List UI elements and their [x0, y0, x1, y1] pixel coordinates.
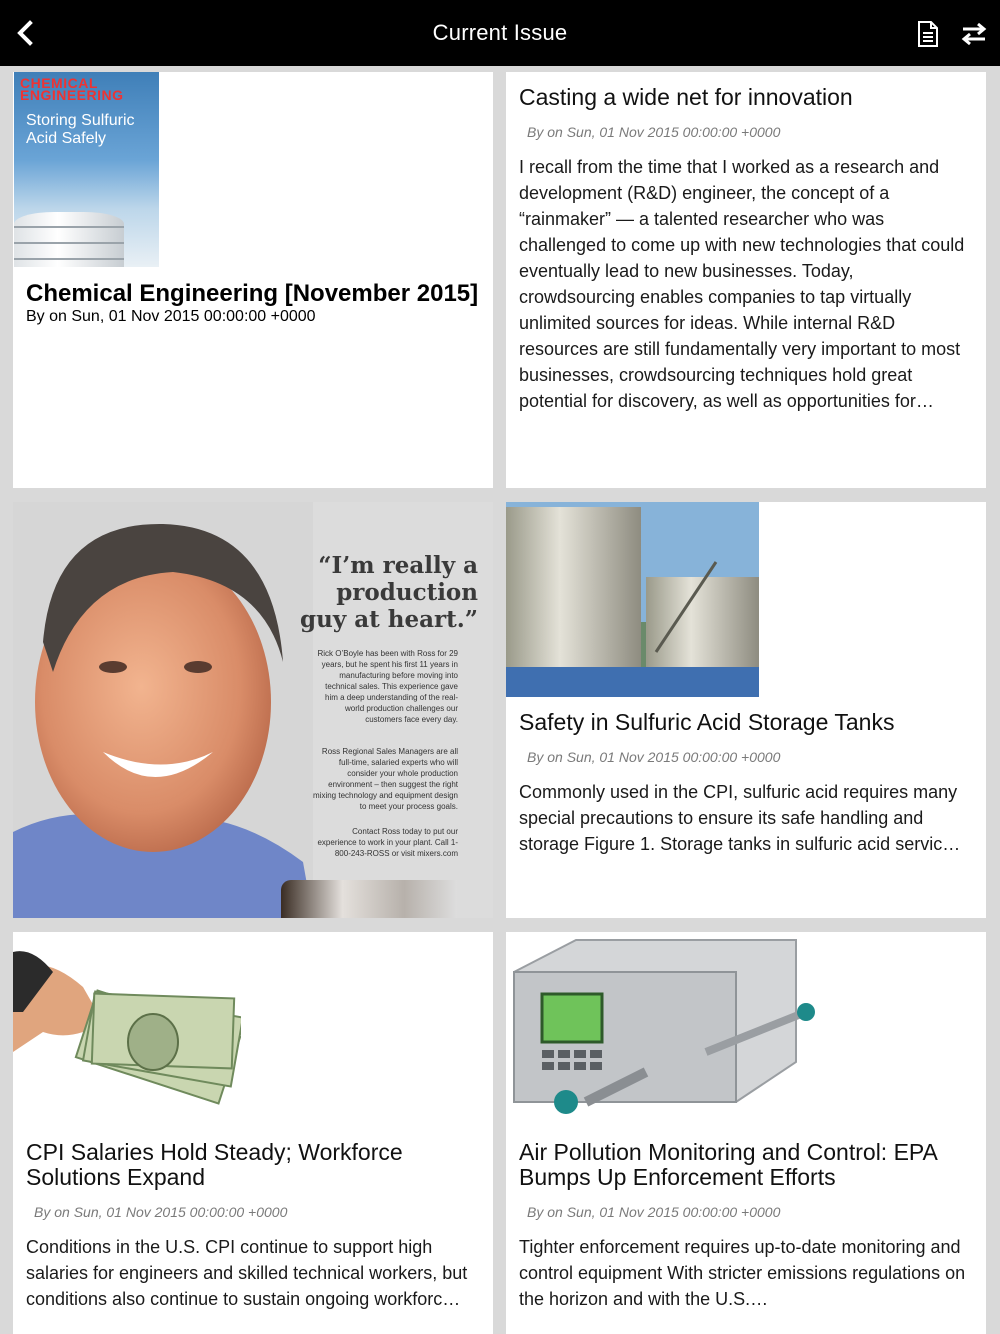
article-excerpt: Conditions in the U.S. CPI continue to support high salaries for engineers and skilled technical workers, but conditions also continue to sustain ongoing workforc… [26, 1237, 468, 1309]
ad-contact: Contact Ross today to put our experience to work in your plant. Call 1-800-243-ROSS or visit mixers.com [317, 827, 458, 858]
article-excerpt: Commonly used in the CPI, sulfuric acid requires many special precautions to ensure its safe handling and storage Figure 1. Storage tanks in sulfuric acid servic… [519, 782, 961, 854]
analyzer-equipment-photo [506, 932, 826, 1128]
ad-body-secondary: Ross Regional Sales Managers are all full-time, salaried experts who will consider your whole production environment – then suggest the right mixing technology and equipment design to meet your process goals. [313, 747, 458, 811]
advertisement-card[interactable] [13, 502, 493, 918]
article-title[interactable]: Casting a wide net for innovation [519, 84, 853, 110]
article-card[interactable] [506, 502, 986, 918]
article-byline: By on Sun, 01 Nov 2015 00:00:00 +0000 [527, 749, 781, 765]
cover-headline: Storing Sulfuric Acid Safely [26, 112, 135, 147]
article-title[interactable]: Air Pollution Monitoring and Control: EPA Bumps Up Enforcement Efforts [519, 1139, 937, 1190]
cover-masthead: ENGINEERING [20, 87, 124, 103]
article-byline: By on Sun, 01 Nov 2015 00:00:00 +0000 [34, 1204, 288, 1220]
article-byline: By on Sun, 01 Nov 2015 00:00:00 +0000 [26, 308, 316, 325]
article-card[interactable] [506, 932, 986, 1334]
article-title[interactable]: Safety in Sulfuric Acid Storage Tanks [519, 709, 895, 735]
ad-product-photo [281, 880, 457, 918]
document-icon[interactable] [915, 20, 941, 48]
cover-masthead: CHEMICAL [20, 75, 98, 91]
ad-quote: “I’m really a production guy at heart.” [300, 552, 478, 633]
storage-tank-graphic [14, 212, 124, 267]
magazine-cover-image [14, 72, 159, 267]
article-byline: By on Sun, 01 Nov 2015 00:00:00 +0000 [527, 1204, 781, 1220]
article-card[interactable] [13, 932, 493, 1334]
article-card[interactable] [506, 72, 986, 488]
money-in-hand-photo [13, 932, 241, 1128]
article-byline: By on Sun, 01 Nov 2015 00:00:00 +0000 [527, 124, 781, 140]
storage-tanks-photo [506, 502, 759, 697]
article-title[interactable]: Chemical Engineering [November 2015] [26, 280, 479, 307]
article-excerpt: Tighter enforcement requires up-to-date monitoring and control equipment With stricter emissions regulations on the horizon and with the U.S.… [519, 1237, 966, 1309]
article-excerpt: I recall from the time that I worked as a research and development (R&D) engineer, the concept of a “rainmaker” — a talented researcher who was challenged to come up with new technologies that could eventually lead to new businesses. Today, crowdsourcing enables companies to tap virtually unlimited sources for ideas. While internal R&D resources are still fundamentally very important to most businesses, crowdsourcing techniques hold great potential for discovery, as well as opportunities for… [519, 157, 965, 411]
article-title[interactable]: CPI Salaries Hold Steady; Workforce Solutions Expand [26, 1139, 403, 1190]
article-text [26, 280, 486, 326]
swap-arrows-icon[interactable] [960, 22, 988, 46]
page-title: Current Issue [432, 20, 568, 45]
portrait-photo [13, 502, 313, 918]
navigation-bar [0, 0, 1000, 66]
ad-body: Rick O’Boyle has been with Ross for 29 years, but he spent his first 11 years in manufacturing before moving into technical sales. This experience gave him a deep understanding of the real-world production challenges our customers face every day. [317, 649, 458, 724]
